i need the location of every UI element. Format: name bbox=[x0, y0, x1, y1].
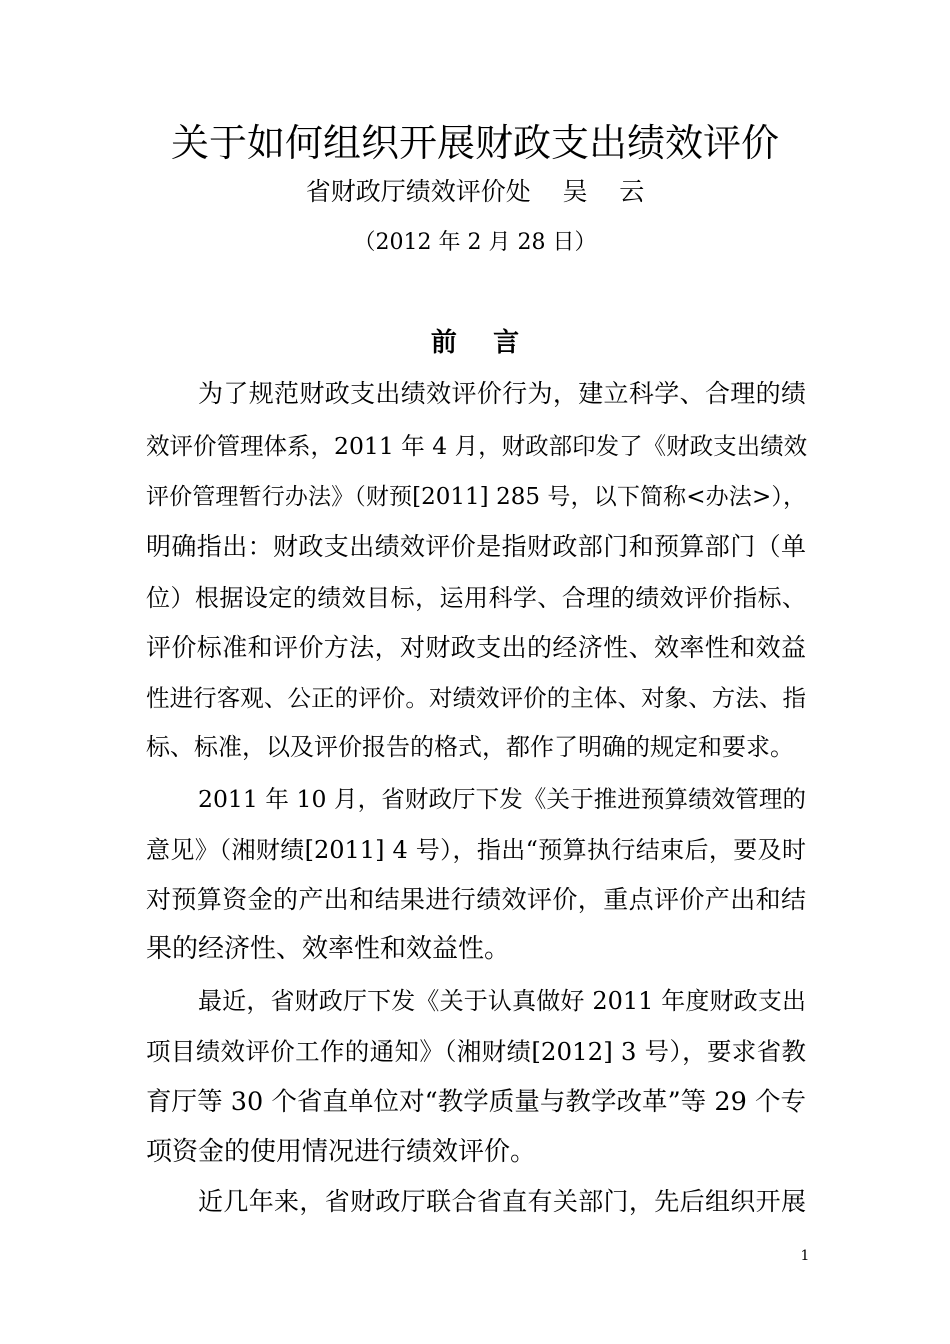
paragraph-line: 意见》（湘财绩[2011] 4 号），指出“预算执行结束后，要及时 bbox=[146, 836, 806, 864]
paragraph-line: 为了规范财政支出绩效评价行为，建立科学、合理的绩 bbox=[198, 379, 806, 408]
paragraph-line: 最近，省财政厅下发《关于认真做好 2011 年度财政支出 bbox=[198, 987, 806, 1015]
paragraph-line: 对预算资金的产出和结果进行绩效评价，重点评价产出和结 bbox=[146, 885, 806, 914]
document-title: 关于如何组织开展财政支出绩效评价 bbox=[170, 121, 779, 165]
paragraph-line: 育厅等 30 个省直单位对“教学质量与教学改革”等 29 个专 bbox=[146, 1087, 806, 1117]
paragraph-line: 项资金的使用情况进行绩效评价。 bbox=[146, 1137, 537, 1167]
paragraph-line: 效评价管理体系，2011 年 4 月，财政部印发了《财政支出绩效 bbox=[146, 432, 808, 460]
section-heading: 前 言 bbox=[430, 328, 520, 358]
paragraph-line: 标、标准，以及评价报告的格式，都作了明确的规定和要求。 bbox=[146, 733, 794, 761]
paragraph-line: 近几年来，省财政厅联合省直有关部门，先后组织开展 bbox=[198, 1187, 806, 1216]
paragraph-line: 评价管理暂行办法》（财预[2011] 285 号，以下简称<办法>）， bbox=[146, 484, 806, 510]
paragraph-line: 性进行客观、公正的评价。对绩效评价的主体、对象、方法、指 bbox=[146, 684, 806, 712]
paragraph-line: 2011 年 10 月，省财政厅下发《关于推进预算绩效管理的 bbox=[198, 785, 806, 813]
paragraph-line: 位）根据设定的绩效目标，运用科学、合理的绩效评价指标、 bbox=[146, 584, 806, 612]
paragraph-line: 明确指出：财政支出绩效评价是指财政部门和预算部门（单 bbox=[146, 532, 806, 561]
author-line: 省财政厅绩效评价处 吴 云 bbox=[305, 177, 645, 206]
paragraph-line: 果的经济性、效率性和效益性。 bbox=[146, 934, 511, 964]
paragraph-line: 项目绩效评价工作的通知》（湘财绩[2012] 3 号），要求省教 bbox=[146, 1037, 806, 1066]
date-line: （2012 年 2 月 28 日） bbox=[353, 230, 597, 255]
paragraph-line: 评价标准和评价方法，对财政支出的经济性、效率性和效益 bbox=[146, 633, 806, 662]
page-number: 1 bbox=[800, 1248, 810, 1264]
